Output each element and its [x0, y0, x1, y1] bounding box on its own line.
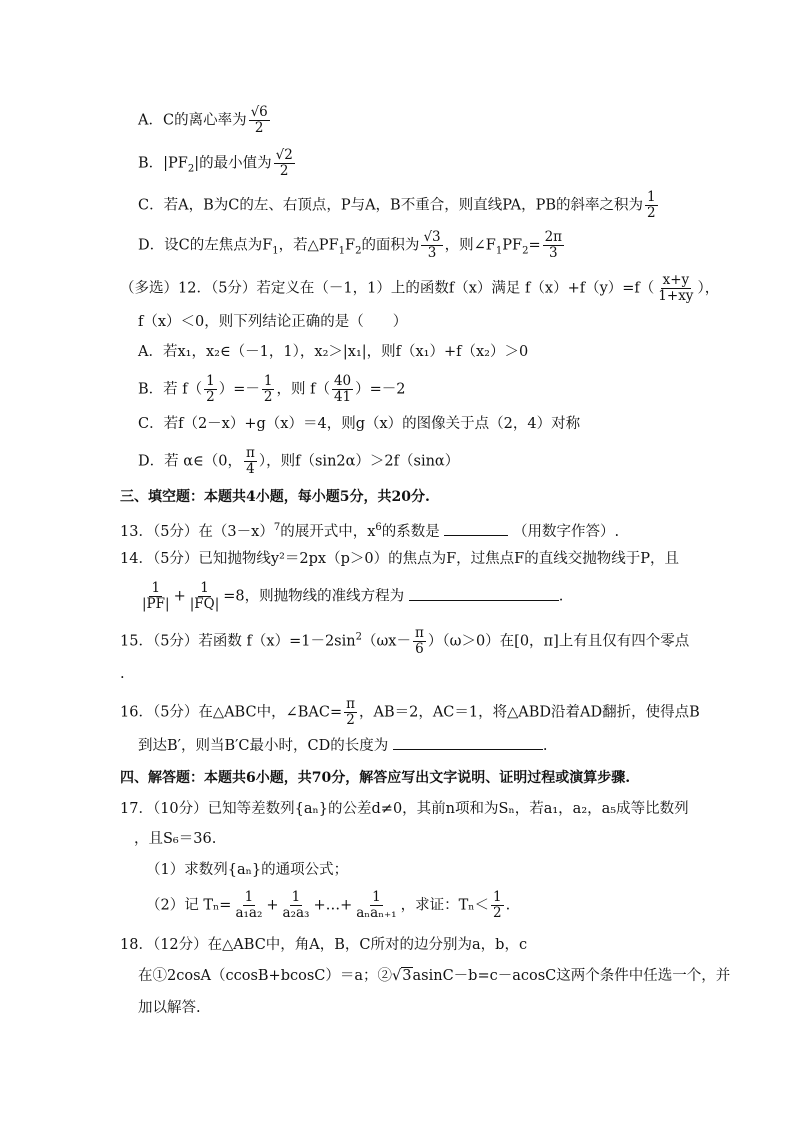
option-d-text-6: PF: [502, 237, 523, 254]
fraction-denominator: 3: [427, 245, 437, 261]
subscript: 2: [355, 245, 362, 257]
fraction: [543, 230, 564, 261]
q13-text: 13．（5分）在（3－x）: [120, 523, 274, 540]
fraction-denominator: 1+xy: [658, 288, 694, 304]
q12-option-c: C．若f（2－x）+g（x）＝4，则g（x）的图像关于点（2，4）对称: [138, 416, 581, 432]
q15-text: 15．（5分）若函数 f（x）=1－2sin: [120, 633, 356, 650]
option-c: [138, 190, 660, 221]
fraction-denominator: 2: [493, 905, 502, 921]
q12-line2: f（x）＜0，则下列结论正确的是（ ）: [138, 314, 408, 330]
fraction: [249, 105, 270, 136]
fraction-denominator: 2: [206, 389, 215, 405]
fraction-numerator: 40: [333, 373, 352, 389]
fraction-denominator: 41: [333, 389, 352, 405]
q14-line1: 14．（5分）已知抛物线y²＝2px（p＞0）的焦点为F，过焦点F的直线交抛物线于P，且: [120, 551, 679, 567]
q12-line1: [120, 273, 719, 304]
q16-line2: [138, 736, 547, 756]
fraction-denominator: |FQ|: [189, 596, 220, 612]
fraction: [188, 581, 222, 612]
q18-line2: 在①2cosA（ccosB+bcosC）＝a；②√3asinC－b=c－acosC这两个条件中任选一个，并: [138, 968, 731, 984]
option-d-text-7: =: [528, 237, 541, 254]
sqrt-radicand: 3: [402, 968, 412, 984]
fraction-numerator: 1: [263, 373, 273, 389]
q18-text: 在①2cosA（ccosB+bcosC）＝a；②: [138, 968, 393, 984]
q17-line1: 17．（10分）已知等差数列{aₙ}的公差d≠0，其前n项和为Sₙ，若a₁，a₂，a₅成等比数列: [120, 801, 689, 817]
fraction-numerator: 1: [647, 189, 656, 205]
fraction-numerator: π: [415, 625, 424, 641]
option-b-text: B．|PF: [138, 155, 188, 172]
option-c-text: C．若A，B为C的左、右顶点，P与A，B不重合，则直线PA，PB的斜率之积为: [138, 197, 644, 214]
fraction-numerator: 1: [151, 580, 161, 596]
fraction: [244, 446, 257, 477]
fraction: [344, 697, 357, 728]
section-4-heading: 四、解答题：本题共6小题，共70分，解答应写出文字说明、证明过程或演算步骤.: [120, 770, 631, 786]
q14-line2: $\frac{1}{|PF|}$ + $\frac{1}{|FQ|}$ =8，则抛物线的准线方程为 .: [142, 580, 564, 612]
q12-b-text-2: ）=－: [218, 381, 260, 398]
q18-text-2: asinC－b=c－acosC这两个条件中任选一个，并: [412, 968, 731, 984]
q18-line1: 18．（12分）在△ABC中，角A，B，C所对的边分别为a，b，c: [120, 937, 528, 953]
q13: [120, 518, 619, 542]
fraction-denominator: aₙaₙ₊₁: [356, 905, 397, 921]
fraction: [645, 190, 658, 221]
fraction-denominator: 2: [263, 389, 273, 405]
fraction-denominator: 2: [279, 163, 289, 179]
q12-d-text-2: ），则f（sin2α）＞2f（sinα）: [258, 453, 460, 470]
fraction-numerator: 1: [200, 580, 209, 596]
q16-text-2: ，AB＝2，AC＝1，将△ABD沿着AD翻折，使得点B: [358, 704, 700, 721]
fraction: [274, 148, 295, 179]
subscript: 1: [338, 245, 345, 257]
fraction: [332, 374, 353, 405]
option-d: [138, 230, 566, 261]
q17-part1: （1）求数列{aₙ}的通项公式；: [146, 862, 349, 878]
fraction: [421, 230, 442, 261]
fraction: [491, 890, 504, 921]
option-a: [138, 105, 272, 136]
superscript: 6: [375, 522, 382, 533]
q12-option-d: [138, 446, 459, 477]
q17-dots: +…+: [313, 897, 353, 914]
q13-text-2: 的展开式中，x: [280, 523, 376, 540]
fraction-numerator: 1: [372, 889, 381, 905]
superscript: 2: [355, 631, 362, 643]
subscript: 1: [495, 245, 503, 257]
superscript: 7: [273, 522, 281, 533]
q17-p2-end: .: [505, 897, 511, 914]
subscript: 2: [187, 163, 195, 175]
answer-blank[interactable]: [393, 749, 543, 750]
fraction-numerator: 1: [206, 373, 215, 389]
q15-text-2: （ωx－: [361, 633, 411, 650]
q12-option-a: A．若x₁，x₂∈（－1，1），x₂＞|x₁|，则f（x₁）+f（x₂）＞0: [138, 344, 529, 360]
subscript: 1: [272, 245, 279, 257]
fraction-denominator: 3: [549, 245, 558, 261]
q12-d-text: D．若 α∈（0，: [138, 453, 242, 470]
fraction-numerator: π: [246, 445, 255, 461]
q12-b-text-3: ，则 f（: [276, 381, 330, 398]
q12-option-b: [138, 374, 406, 405]
q14-end: .: [558, 588, 564, 605]
fraction-numerator: √3: [423, 229, 441, 245]
q12-b-text: B．若 f（: [138, 381, 203, 398]
fraction-numerator: 2π: [544, 229, 563, 245]
fraction: [413, 626, 426, 657]
option-a-text: A．C的离心率为: [138, 112, 247, 129]
fraction: [262, 374, 275, 405]
answer-blank[interactable]: [444, 535, 508, 536]
answer-blank[interactable]: [409, 600, 559, 601]
q16-text: 16．（5分）在△ABC中，∠BAC=: [120, 704, 343, 721]
fraction-denominator: 2: [346, 712, 355, 728]
option-d-text-4: 的面积为: [361, 237, 420, 254]
option-b: [138, 148, 297, 179]
fraction: [656, 273, 695, 304]
fraction: [140, 581, 172, 612]
q17-p2-text-2: ，求证：Tₙ＜: [400, 897, 490, 914]
option-d-text-2: ，若△PF: [278, 237, 339, 254]
q12-b-text-4: ）=－2: [355, 381, 406, 398]
q15-line2: .: [120, 666, 125, 682]
q15-text-3: ）（ω＞0）在[0，π]上有且仅有四个零点: [427, 633, 690, 650]
fraction-numerator: 1: [244, 889, 254, 905]
fraction-denominator: 6: [415, 641, 424, 657]
q12-text-end: ），: [697, 280, 720, 297]
q13-text-3: 的系数是: [381, 523, 440, 540]
option-b-text-2: |的最小值为: [194, 155, 272, 172]
fraction-denominator: 2: [254, 120, 264, 136]
q16: [120, 697, 700, 728]
option-d-text-5: ，则∠F: [444, 237, 496, 254]
fraction-denominator: |PF|: [142, 596, 170, 612]
fraction: [354, 890, 398, 921]
q17-part2: （2）记 Tₙ= $\frac{1}{\text{a₁a₂}}$ + $\frac{1}{\text{a₂a₃}}$ +…+ $\frac{1}{\text{aₙaₙ₊₁}}$ ，求证：Tₙ＜ $\frac{1}{2}$ .: [146, 889, 511, 921]
fraction-numerator: √6: [250, 104, 268, 120]
q18-line3: 加以解答.: [138, 1000, 201, 1016]
fraction: [233, 890, 264, 921]
fraction-denominator: 2: [647, 205, 656, 221]
fraction-numerator: √2: [275, 147, 293, 163]
option-d-text: D．设C的左焦点为F: [138, 237, 273, 254]
q16-end: .: [542, 738, 548, 754]
fraction-numerator: x+y: [662, 272, 690, 288]
fraction-denominator: a₂a₃: [282, 905, 310, 921]
q13-text-4: （用数字作答）.: [512, 523, 620, 540]
fraction: [204, 374, 217, 405]
q12-text: （多选）12．（5分）若定义在（－1，1）上的函数f（x）满足 f（x）+f（y）=f（: [120, 280, 655, 297]
fraction-denominator: 4: [246, 461, 255, 477]
section-3-heading: 三、填空题：本题共4小题，每小题5分，共20分.: [120, 489, 430, 505]
subscript: 2: [522, 245, 529, 257]
fraction-numerator: π: [346, 696, 355, 712]
option-d-text-3: F: [345, 237, 356, 254]
q17-p2-text: （2）记 Tₙ=: [146, 897, 232, 914]
fraction: [281, 890, 312, 921]
q16-text-3: 到达B′，则当B′C最小时，CD的长度为: [138, 738, 389, 754]
q14-text: =8，则抛物线的准线方程为: [223, 588, 405, 605]
fraction-numerator: 1: [291, 889, 301, 905]
fraction-denominator: a₁a₂: [235, 905, 263, 921]
fraction-numerator: 1: [493, 889, 502, 905]
q15: [120, 626, 689, 657]
q17-line2: ，且S₆＝36.: [134, 831, 217, 847]
